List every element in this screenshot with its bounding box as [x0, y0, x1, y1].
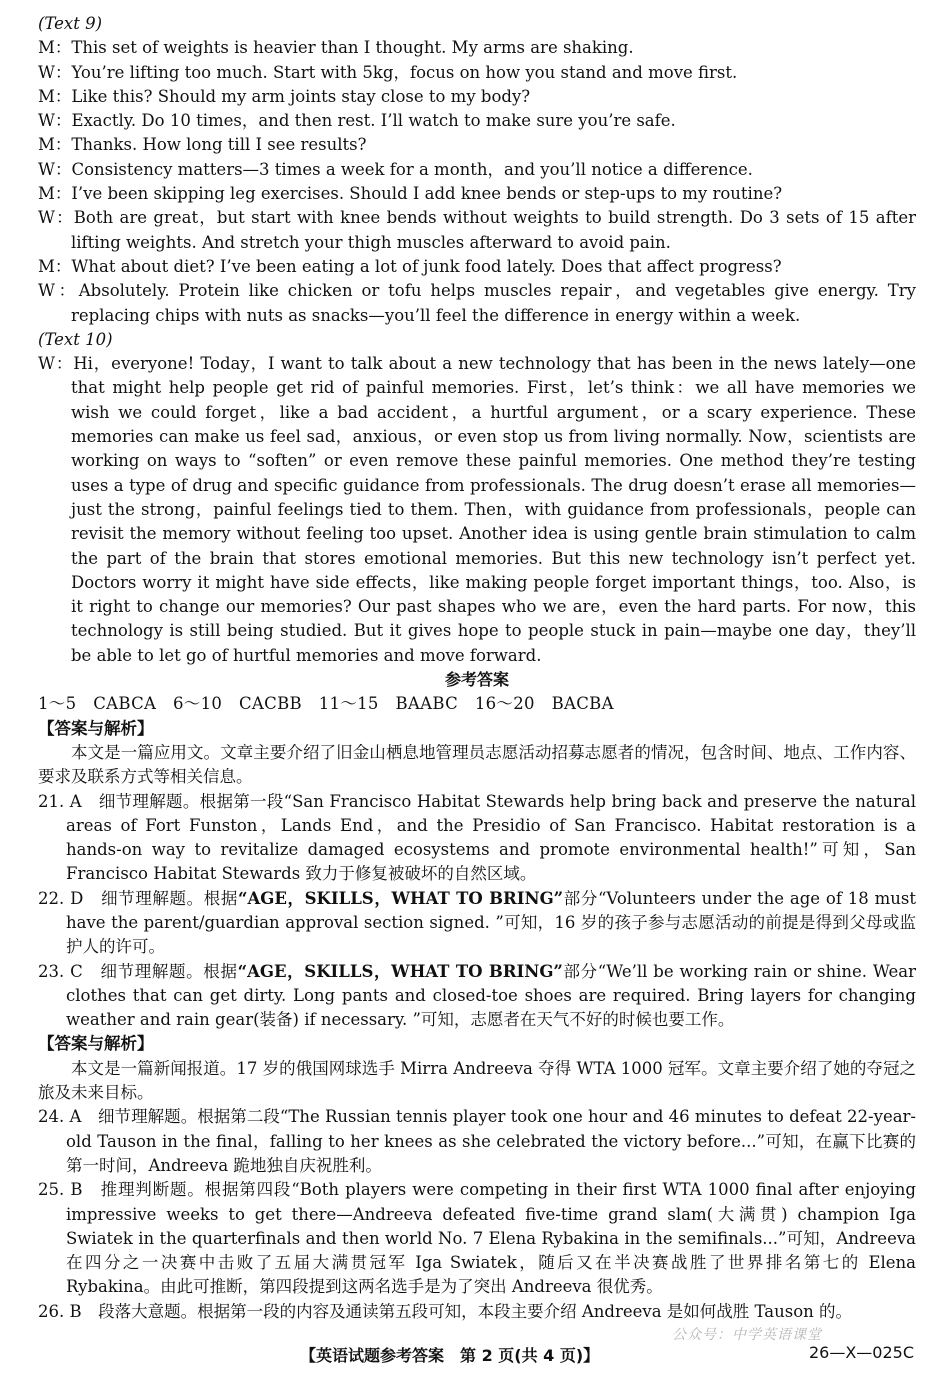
question-number: 24. A: [38, 1107, 82, 1127]
question-number: 23. C: [38, 961, 83, 981]
text10-label: (Text 10): [38, 329, 113, 349]
page-footer: [0, 1343, 950, 1369]
answer-explanation: [38, 960, 916, 1033]
explanation-text: 段落大意题。根据第一段的内容及通读第五段可知，本段主要介绍 Andreeva 是如何战胜 Tauson 的。: [98, 1301, 853, 1321]
section-reference: “AGE，SKILLS，WHAT TO BRING”: [237, 888, 564, 908]
answer-key: 1～5 CABCA 6～10 CACBB 11～15 BAABC 16～20 BACBA: [38, 694, 614, 714]
answer-explanation: [38, 790, 916, 887]
explanation-prefix: 细节理解题。根据: [101, 888, 238, 908]
answer-explanation: [38, 1300, 916, 1324]
explanation-prefix: 细节理解题。根据: [100, 961, 238, 981]
answer-explanation: [38, 1178, 916, 1299]
dialogue-line: W：Both are great，but start with knee bends without weights to build strength. Do 3 sets of 15 after lifting weights. And stretch your thigh muscles afterward to avoid pain.: [38, 208, 916, 252]
passage-summary: 本文是一篇应用文。文章主要介绍了旧金山栖息地管理员志愿活动招募志愿者的情况，包含时间、地点、工作内容、要求及联系方式等相关信息。: [38, 742, 916, 787]
text9-dialogue: [38, 36, 916, 328]
explanation-text: 推理判断题。根据第四段“Both players were competing in their first WTA 1000 final after enjoying impressive weeks to get there—Andreeva defeated five-time grand slam(大满贯) champion Iga Swiatek in the quarterfinals and then world No. 7 Elena Rybakina in the semifinals...”可知，Andreeva 在四分之一决赛中击败了五届大满贯冠军 Iga Swiatek，随后又在半决赛战胜了世界排名第七的 Elena Rybakina。由此可推断，第四段提到这两名选手是为了突出 Andreeva 很优秀。: [66, 1180, 916, 1297]
dialogue-line: W：Consistency matters—3 times a week for a month，and you’ll notice a difference.: [38, 159, 753, 179]
answer-explanation: [38, 887, 916, 960]
dialogue-line: W：Absolutely. Protein like chicken or tofu helps muscles repair，and vegetables give energy. Try replacing chips with nuts as snacks—you’ll feel the difference in energy within a week.: [38, 281, 916, 325]
question-number: 22. D: [38, 888, 84, 908]
text9-label: (Text 9): [38, 14, 103, 33]
explanation-text: 部分“Volunteers under the age of 18 must have the parent/guardian approval section signed. ”可知，16 岁的孩子参与志愿活动的前提是得到父母或监护人的许可。: [66, 888, 916, 957]
watermark: 公众号：中学英语课堂: [672, 1327, 822, 1343]
analysis-header: 【答案与解析】: [38, 718, 154, 738]
answers-heading: 参考答案: [444, 670, 509, 690]
dialogue-line: M：What about diet? I’ve been eating a lot of junk food lately. Does that affect progress?: [38, 256, 782, 276]
section-reference: “AGE，SKILLS，WHAT TO BRING”: [237, 961, 563, 981]
explanation-text: 细节理解题。根据第二段“The Russian tennis player took one hour and 46 minutes to defeat 22-year-old Tauson in the final，falling to her knees as she celebrated the victory before...”可知，在赢下比赛的第一时间，Andreeva 跪地独自庆祝胜利。: [66, 1107, 917, 1175]
dialogue-line: W：You’re lifting too much. Start with 5kg，focus on how you stand and move first.: [38, 62, 738, 82]
document-page: [38, 12, 916, 1324]
exam-code: 26—X—025C: [808, 1343, 914, 1362]
dialogue-line: M：I’ve been skipping leg exercises. Should I add knee bends or step-ups to my routine?: [38, 184, 783, 204]
question-number: 21. A: [38, 791, 82, 811]
dialogue-line: M：Thanks. How long till I see results?: [38, 135, 367, 155]
question-number: 26. B: [38, 1301, 82, 1321]
text10-monologue: W：Hi，everyone! Today，I want to talk about a new technology that has been in the news lately—one that might help people get rid of painful memories. First，let’s think：we all have memories we wish we could forget，like a bad accident，a hurtful argument，or a scary experience. These memories can make us feel sad，anxious，or even stop us from living normally. Now，scientists are working on ways to “soften” or even remove these painful memories. One method they’re testing uses a type of drug and specific guidance from professionals. The drug doesn’t erase all memories—just the strong，painful feelings tied to them. Then，with guidance from professionals，people can revisit the memory without feeling too upset. Another idea is using gentle brain stimulation to calm the part of the brain that stores emotional memories. But this new technology isn’t perfect yet. Doctors worry it might have side effects，like making people forget important things，too. Also，is it right to change our memories? Our past shapes who we are，even the hard parts. For now，this technology is still being studied. But it gives hope to people stuck in pain—maybe one day，they’ll be able to let go of hurtful memories and move forward.: [38, 354, 916, 665]
explanation-text: 部分“We’ll be working rain or shine. Wear clothes that can get dirty. Long pants and closed-toe shoes are required. Bring layers for changing weather and rain gear(装备) if necessary. ”可知，志愿者在天气不好的时候也要工作。: [66, 961, 916, 1030]
passage-summary: 本文是一篇新闻报道。17 岁的俄国网球选手 Mirra Andreeva 夺得 WTA 1000 冠军。文章主要介绍了她的夺冠之旅及未来目标。: [38, 1058, 916, 1103]
explanation-text: 细节理解题。根据第一段“San Francisco Habitat Stewards help bring back and preserve the natural areas of Fort Funston，Lands End，and the Presidio of San Francisco. Habitat restoration is a hands-on way to revitalize damaged ecosystems and promote environmental health!”可知，San Francisco Habitat Stewards 致力于修复被破坏的自然区域。: [66, 791, 917, 884]
dialogue-line: W：Exactly. Do 10 times，and then rest. I’ll watch to make sure you’re safe.: [38, 111, 676, 131]
analysis-header: 【答案与解析】: [38, 1034, 154, 1054]
question-number: 25. B: [38, 1180, 83, 1200]
dialogue-line: M：This set of weights is heavier than I thought. My arms are shaking.: [38, 38, 634, 58]
answer-explanation: [38, 1105, 916, 1178]
dialogue-line: M：Like this? Should my arm joints stay close to my body?: [38, 86, 531, 106]
footer-title: 【英语试题参考答案 第 2 页(共 4 页)】: [300, 1346, 600, 1365]
